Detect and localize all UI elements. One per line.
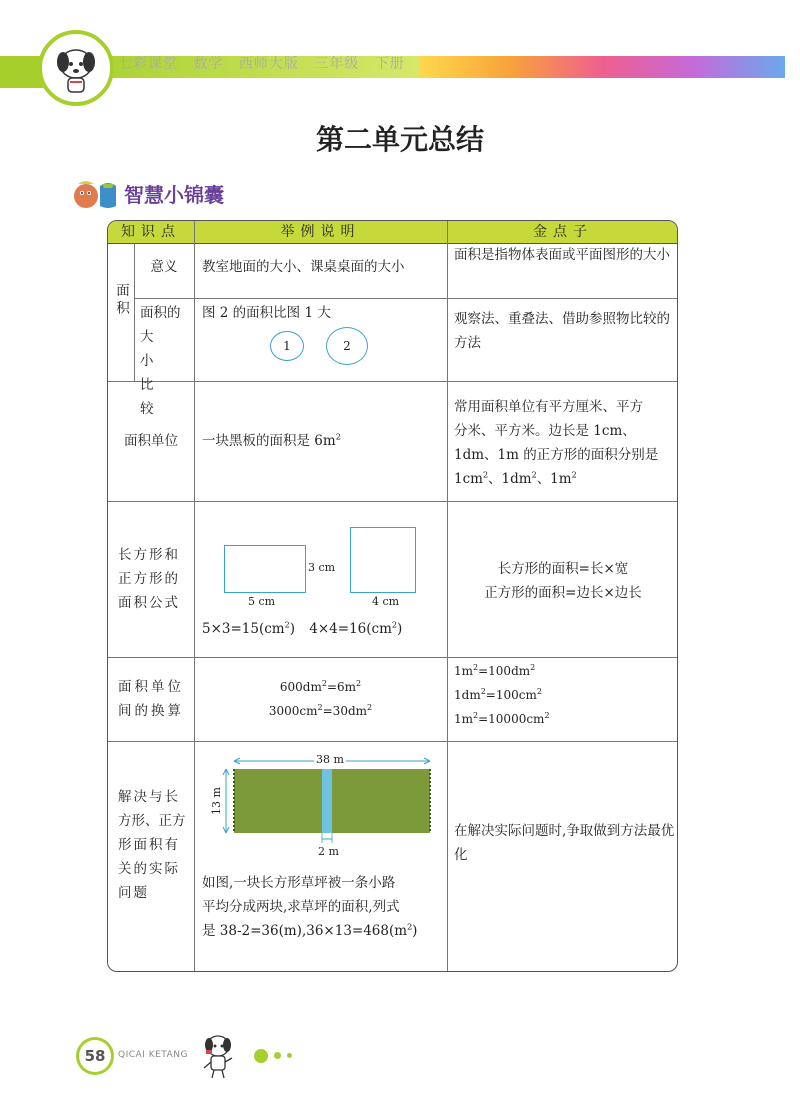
header-example: 举例说明 [280,224,361,240]
header-tip: 金点子 [533,224,593,240]
row-compare-example: 图 2 的面积比图 1 大 [202,305,331,321]
unit-dm: 、1dm [488,471,532,487]
rect-width-label: 5 cm [248,595,276,608]
row-compare-topic [140,301,190,421]
superscript: 2 [482,470,489,480]
divider [108,501,678,502]
superscript: 2 [367,703,373,712]
page-number-badge [76,1037,114,1075]
conv-ex1-right: =6m [326,680,357,694]
area-group-text: 面积 [113,283,129,318]
bag-mascot-icon [72,176,118,210]
area-group-label [108,283,134,318]
units-tip-2: 分米、平方米。边长是 1cm、 [454,423,636,439]
problem-example-2: 平均分成两块,求草坪的面积,列式 [202,899,400,915]
problem-topic-5: 问题 [118,885,149,901]
rect-height-label: 3 cm [308,561,336,574]
row-conversion-tip [454,659,676,731]
row-compare-tip: 观察法、重叠法、借助参照物比较的方法 [454,311,670,351]
conversion-tip-3 [454,707,676,731]
row-meaning-example: 教室地面的大小、课桌桌面的大小 [202,259,405,275]
superscript: 2 [536,687,542,696]
formula-tip-2: 正方形的面积=边长×边长 [484,585,642,601]
formula-eq-1: 5×3=15(cm [202,621,285,637]
decor-dot [254,1049,268,1063]
conv-ex1-left: 600dm [279,680,322,694]
problem-example-3: 是 $38-2=36(m),36\times 13=468(m^2)$ [202,922,418,939]
header-edition: 西师大版 [238,56,299,72]
section-label: 智慧小锦囊 [124,182,224,207]
lawn-path-label: 2 m [318,845,339,858]
conv-ex2-left: 3000cm [268,704,318,718]
header-breadcrumb [118,53,415,73]
superscript: 2 [473,663,479,672]
conv-tip3-right: =10000cm [478,712,545,726]
unit-cm: 1cm [454,471,483,487]
row-formula-topic [118,543,190,615]
conv-tip1-left: 1m [454,664,474,678]
superscript: 2 [407,922,413,932]
problem-topic-3: 形面积有 [118,837,180,853]
mascot-logo [38,30,114,106]
conversion-ex-1 [194,675,447,699]
lawn-width-label: 38 m [316,753,344,766]
formula-eq-2: 4×4=16(cm [309,621,392,637]
row-conversion-example [194,675,447,723]
superscript: 2 [321,679,327,688]
square-figure [350,527,416,593]
divider [108,741,678,742]
row-units-topic: 面积单位 [124,433,178,449]
page-title: 第二单元总结 [315,123,484,156]
conv-tip2-right: =100cm [485,688,537,702]
lawn-height-label: 13 m [210,787,223,815]
conversion-topic-2: 间的换算 [118,703,184,719]
formula-equations: $5\times 3=15(cm^2)$ $4\times 4=16(cm^2)$ [202,620,403,637]
header-volume: 下册 [374,56,405,72]
square-side-label: 4 cm [372,595,400,608]
dog-mascot-icon [198,1030,240,1082]
divider [108,381,678,382]
unit-m: 、1m [536,471,572,487]
row-units-tip [454,395,676,491]
units-tip-3: 1dm、1m 的正方形的面积分别是 [454,447,659,463]
problem-example-3-text: 是 38-2=36(m),36×13=468(m [202,923,408,939]
conv-tip1-right: =100dm [478,664,531,678]
summary-table [107,220,678,972]
decor-dot [274,1052,281,1059]
superscript: 2 [544,711,550,720]
conversion-ex-2 [194,699,447,723]
conv-tip3-left: 1m [454,712,474,726]
divider [108,657,678,658]
units-example-text: 一块黑板的面积是 6m [202,433,336,449]
compare-topic-1: 面积的 [140,305,181,321]
header-series: 七彩课堂 [118,56,178,72]
formula-topic-3: 面积公式 [118,595,180,611]
compare-topic-2: 大小 [140,329,172,369]
conversion-topic-1: 面积单位 [118,679,184,695]
footer-brand: QICAI KETANG [118,1050,188,1060]
superscript: 2 [530,663,536,672]
superscript: 2 [391,620,397,630]
conversion-tip-2 [454,683,676,707]
superscript: 2 [317,703,323,712]
superscript: 2 [335,432,341,442]
compare-topic-3: 比较 [140,377,172,417]
superscript: 2 [356,679,362,688]
superscript: 2 [571,470,577,480]
problem-topic-1: 解决与长 [118,789,180,805]
row-conversion-topic [118,675,190,723]
problem-topic-2: 方形、正方 [118,813,186,829]
conv-tip2-left: 1dm [454,688,481,702]
section-heading [72,176,224,210]
superscript: 2 [531,470,537,480]
header-subject: 数学 [193,56,224,72]
divider [134,298,678,299]
row-meaning-tip: 面积是指物体表面或平面图形的大小 [454,247,670,263]
conv-ex2-right: =30dm [322,704,368,718]
formula-topic-1: 长方形和 [118,547,180,563]
formula-tip-1: 长方形的面积=长×宽 [497,561,629,577]
row-meaning-topic: 意义 [150,259,178,275]
superscript: 2 [284,620,290,630]
problem-example-1: 如图,一块长方形草坪被一条小路 [202,875,396,891]
formula-topic-2: 正方形的 [118,571,180,587]
decor-dot [287,1053,292,1058]
rectangle-figure [224,545,306,593]
header-knowledge: 知识点 [121,224,181,240]
row-units-example [202,429,442,453]
header-grade: 三年级 [314,56,360,72]
superscript: 2 [480,687,486,696]
units-tip-1: 常用面积单位有平方厘米、平方 [454,399,643,415]
figure-circle-1: 1 [270,331,304,361]
row-problem-tip: 在解决实际问题时,争取做到方法最优化 [454,823,675,863]
superscript: 2 [473,711,479,720]
divider [194,221,195,972]
conversion-tip-1 [454,659,676,683]
page-number: 58 [79,1040,111,1072]
figure-circle-2: 2 [326,327,368,365]
row-problem-topic [118,785,192,905]
row-formula-tip [447,557,678,605]
problem-topic-4: 关的实际 [118,861,180,877]
units-tip-4 [454,467,676,491]
row-problem-example [202,871,446,943]
